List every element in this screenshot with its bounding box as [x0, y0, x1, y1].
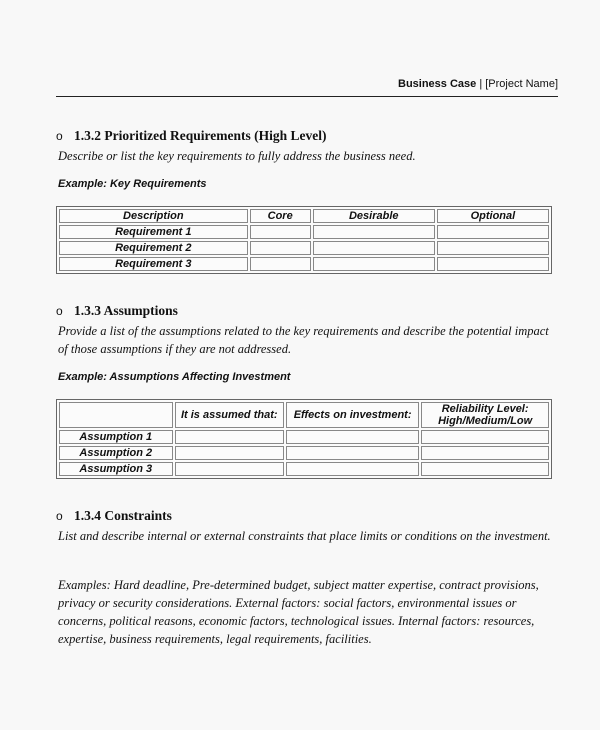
assumptions-table	[56, 399, 552, 479]
column-header: Core	[250, 209, 311, 223]
table-header-row	[59, 209, 549, 223]
bullet-icon: o	[56, 509, 63, 523]
column-header	[59, 402, 173, 428]
column-header: Effects on investment:	[286, 402, 419, 428]
column-header: Desirable	[313, 209, 435, 223]
table-cell[interactable]	[437, 257, 549, 271]
table-cell[interactable]	[421, 462, 549, 476]
section-title-1-3-3	[56, 303, 178, 319]
table-cell[interactable]	[286, 446, 419, 460]
table-cell[interactable]	[313, 225, 435, 239]
table-cell[interactable]	[175, 462, 284, 476]
table-cell[interactable]	[437, 241, 549, 255]
column-header: Description	[59, 209, 248, 223]
table-cell[interactable]	[286, 430, 419, 444]
table-cell[interactable]	[421, 430, 549, 444]
table-row	[59, 430, 549, 444]
header-project-name: [Project Name]	[485, 78, 558, 90]
table-row	[59, 241, 549, 255]
table-row	[59, 257, 549, 271]
table-cell[interactable]	[421, 446, 549, 460]
row-label: Requirement 1	[59, 225, 248, 239]
page-header	[56, 78, 558, 97]
section-description: List and describe internal or external constraints that place limits or conditions on the investment.	[58, 529, 551, 543]
row-label: Assumption 3	[59, 462, 173, 476]
table-cell[interactable]	[175, 430, 284, 444]
table-cell[interactable]	[286, 462, 419, 476]
column-header: Optional	[437, 209, 549, 223]
table-cell[interactable]	[250, 225, 311, 239]
section-title-1-3-2	[56, 128, 326, 144]
row-label: Assumption 2	[59, 446, 173, 460]
table-cell[interactable]	[175, 446, 284, 460]
section-title-1-3-4	[56, 508, 172, 524]
column-header: Reliability Level: High/Medium/Low	[421, 402, 549, 428]
bullet-icon: o	[56, 304, 63, 318]
row-label: Requirement 2	[59, 241, 248, 255]
section-heading: 1.3.3 Assumptions	[74, 303, 178, 318]
examples-paragraph: Examples: Hard deadline, Pre-determined budget, subject matter expertise, contract provisions, privacy or security considerations. External factors: social factors, environmental issues or concerns, political reasons, economic factors, technological issues. Internal factors: resources, expertise, business requirements, legal requirements, facilities.	[58, 578, 539, 646]
header-doc-title: Business Case	[398, 78, 477, 90]
section-heading: 1.3.2 Prioritized Requirements (High Level)	[74, 128, 327, 143]
table-cell[interactable]	[313, 257, 435, 271]
table-row	[59, 225, 549, 239]
table-row	[59, 446, 549, 460]
section-heading: 1.3.4 Constraints	[74, 508, 172, 523]
row-label: Assumption 1	[59, 430, 173, 444]
table-cell[interactable]	[313, 241, 435, 255]
requirements-table	[56, 206, 552, 274]
section-description: Provide a list of the assumptions related to the key requirements and describe the potential impact of those assumptions if they are not addressed.	[58, 324, 549, 356]
section-description: Describe or list the key requirements to fully address the business need.	[58, 149, 416, 163]
table-cell[interactable]	[437, 225, 549, 239]
column-header: It is assumed that:	[175, 402, 284, 428]
table-cell[interactable]	[250, 241, 311, 255]
table-row	[59, 462, 549, 476]
bullet-icon: o	[56, 129, 63, 143]
row-label: Requirement 3	[59, 257, 248, 271]
example-label: Example: Key Requirements	[58, 178, 207, 190]
table-header-row	[59, 402, 549, 428]
table-cell[interactable]	[250, 257, 311, 271]
header-separator: |	[476, 78, 486, 90]
example-label: Example: Assumptions Affecting Investment	[58, 371, 291, 383]
